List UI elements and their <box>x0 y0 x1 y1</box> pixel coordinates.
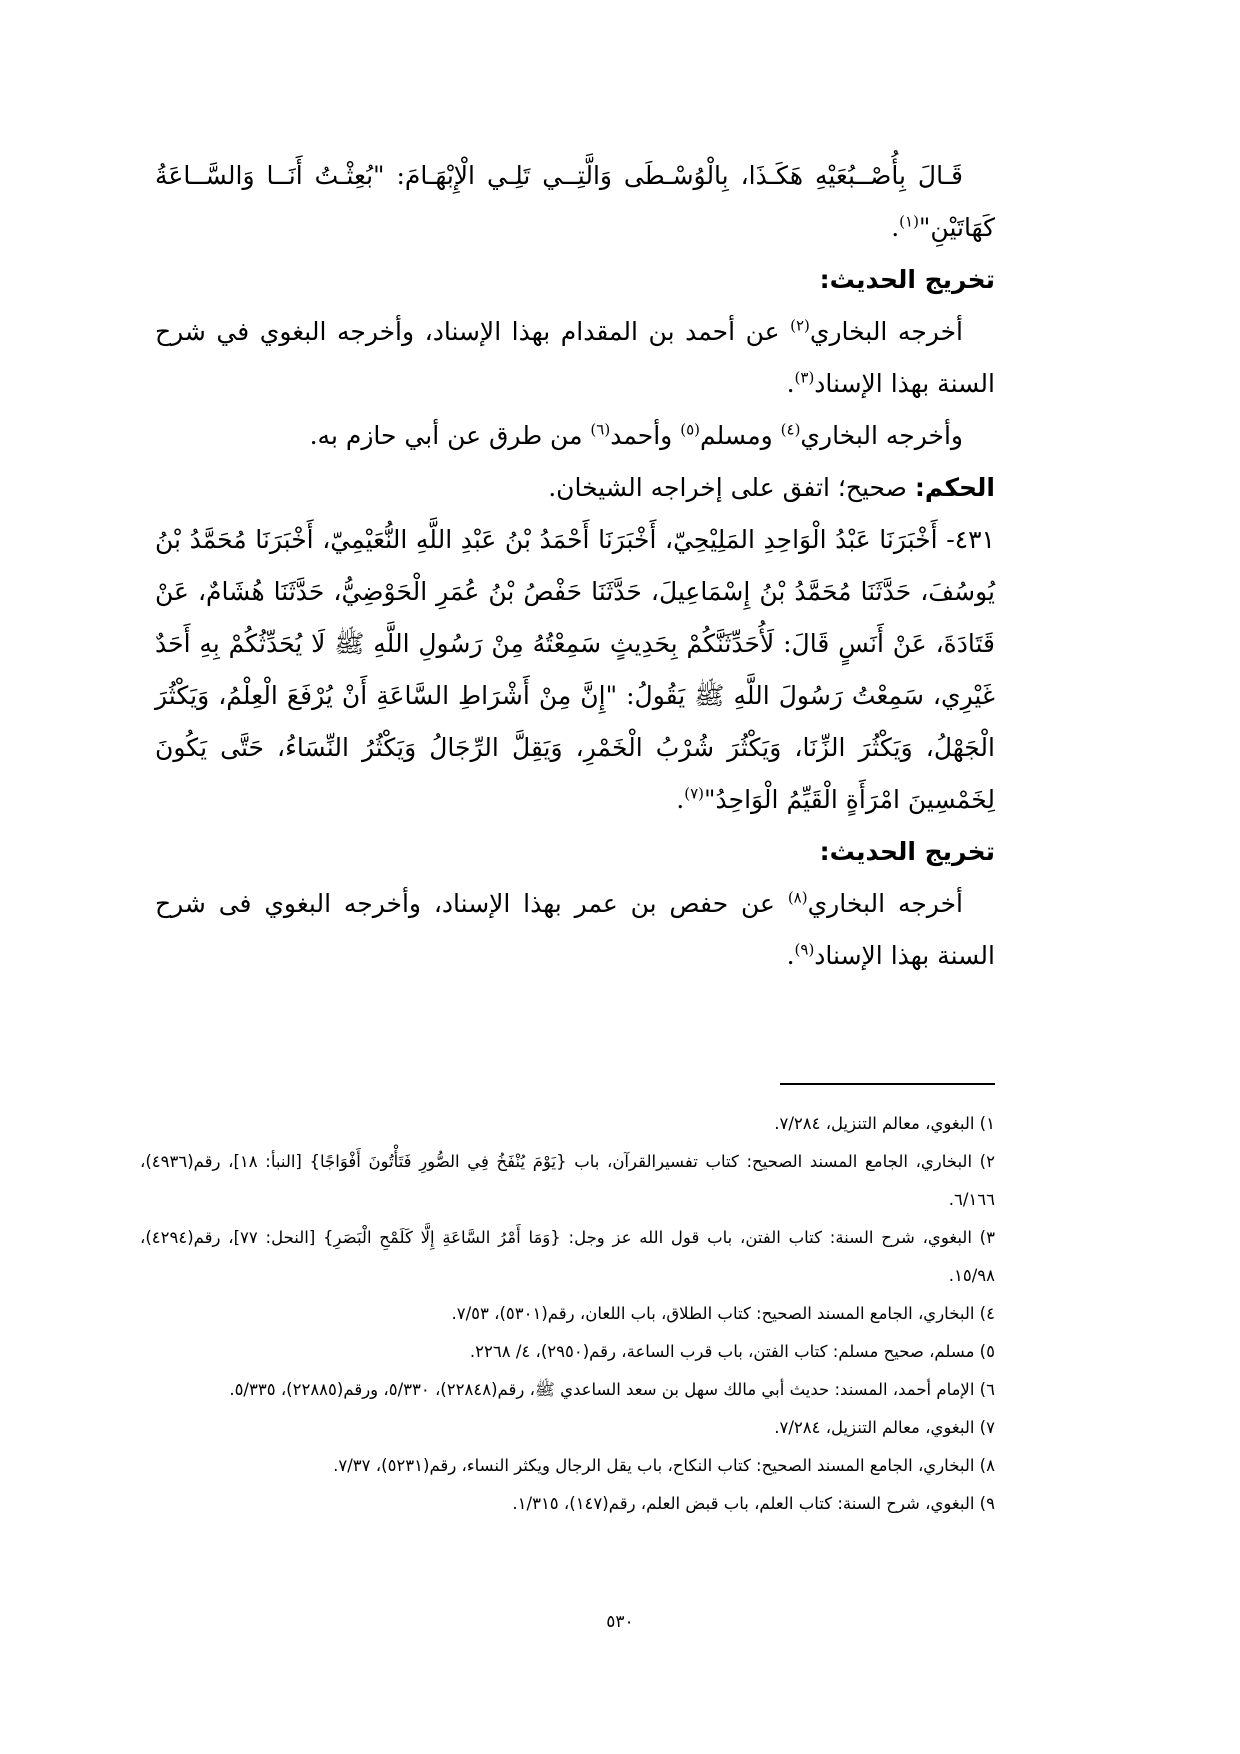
footnote-ref[interactable]: (٤) <box>780 420 801 439</box>
footnote-ref[interactable]: (٨) <box>787 888 808 907</box>
footnote-item: ١) البغوي، معالم التنزيل، ٧/٢٨٤. <box>774 1114 995 1133</box>
footnote-ref[interactable]: (٧) <box>684 784 704 803</box>
section-heading-takhrij: تخريج الحديث: <box>819 265 995 294</box>
footnote-item: ٥) مسلم، صحيح مسلم: كتاب الفتن، باب قرب الساعة، رقم(٢٩٥٠)، ٤/ ٢٢٦٨. <box>469 1342 995 1361</box>
hukm-paragraph <box>155 462 995 514</box>
footnote-item: ٤) البخاري، الجامع المسند الصحيح: كتاب الطلاق، باب اللعان، رقم(٥٣٠١)، ٧/٥٣. <box>451 1304 995 1323</box>
main-text <box>155 150 995 982</box>
footnote-ref[interactable]: (٢) <box>790 316 810 335</box>
takhrij-paragraph-3: أخرجه البخاري$^{(٨)}$ عن حفص بن عمر بهذا الإسناد، وأخرجه البغوي فى شرح السنة بهذا الإسناد$^{(٩)}$. <box>155 888 995 970</box>
footnote-ref[interactable]: (٩) <box>794 940 815 959</box>
footnote-ref[interactable]: (٦) <box>590 420 611 439</box>
hukm-label: الحكم: <box>914 473 995 502</box>
footnote-ref[interactable]: (١) <box>899 212 919 231</box>
takhrij-paragraph-1: أخرجه البخاري$^{(٢)}$ عن أحمد بن المقدام بهذا الإسناد، وأخرجه البغوي في شرح السنة بهذا الإسناد$^{(٣)}$. <box>155 316 995 398</box>
footnote-ref[interactable]: (٣) <box>794 368 815 387</box>
footnote-separator <box>780 1083 995 1085</box>
footnote-item: ٢) البخاري، الجامع المسند الصحيح: كتاب تفسيرالقرآن، باب {يَوْمَ يُنْفَخُ فِي الصُّورِ فَتَأْتُونَ أَفْوَاجًا} [النبأ: ١٨]، رقم(٤٩٣٦)، ٦/١٦٦. <box>140 1152 995 1209</box>
footnote-item: ٨) البخاري، الجامع المسند الصحيح: كتاب النكاح، باب يقل الرجال ويكثر النساء، رقم(٥٢٣١)، ٧/٣٧. <box>333 1456 995 1475</box>
footnotes <box>140 1105 995 1523</box>
footnote-item: ٦) الإمام أحمد، المسند: حديث أبي مالك سهل بن سعد الساعدي ﷺ، رقم(٢٢٨٤٨)، ٥/٣٣٠، ورقم(٢٢٨٨٥)، ٥/٣٣٥. <box>229 1380 995 1399</box>
footnote-ref[interactable]: (٥) <box>680 420 700 439</box>
hadith-number: ٤٣١- <box>946 525 995 554</box>
footnote-item: ٣) البغوي، شرح السنة: كتاب الفتن، باب قول الله عز وجل: {وَمَا أَمْرُ السَّاعَةِ إِلَّا كَلَمْحِ الْبَصَرِ} [النحل: ٧٧]، رقم(٤٢٩٤)، ١٥/٩٨. <box>140 1228 995 1285</box>
hadith-431-paragraph: ٤٣١- أَخْبَرَنَا عَبْدُ الْوَاحِدِ المَلِيْحِيّ، أَخْبَرَنَا أَحْمَدُ بْنُ عَبْدِ اللَّهِ النُّعَيْمِيّ، أَخْبَرَنَا مُحَمَّدُ بْنُ يُوسُفَ، حَدَّثَنَا مُحَمَّدُ بْنُ إِسْمَاعِيلَ، حَدَّثَنَا حَفْصُ بْنُ عُمَرِ الْحَوْضِيُّ، حَدَّثَنَا هُشَامٌ، عَنْ قَتَادَةَ، عَنْ أَنَسٍ قَالَ: لَأُحَدِّثَنَّكُمْ بِحَدِيثٍ سَمِعْتُهُ مِنْ رَسُولِ اللَّهِ ﷺ لَا يُحَدِّثُكُمْ بِهِ أَحَدٌ غَيْرِي، سَمِعْتُ رَسُولَ اللَّهِ ﷺ يَقُولُ: "إِنَّ مِنْ أَشْرَاطِ السَّاعَةِ أَنْ يُرْفَعَ الْعِلْمُ، وَيَكْثُرَ الْجَهْلُ، وَيَكْثُرَ الزِّنَا، وَيَكْثُرَ شُرْبُ الْخَمْرِ، وَيَقِلَّ الرِّجَالُ وَيَكْثُرُ النِّسَاءُ، حَتَّى يَكُونَ لِخَمْسِينَ امْرَأَةٍ الْقَيِّمُ الْوَاحِدُ"$^{(٧)}$. <box>155 525 995 814</box>
footnote-item: ٩) البغوي، شرح السنة: كتاب العلم، باب قبض العلم، رقم(١٤٧)، ١/٣١٥. <box>512 1494 995 1513</box>
takhrij-paragraph-2: وأخرجه البخاري$^{(٤)}$ ومسلم$^{(٥)}$ وأحمد$^{(٦)}$ من طرق عن أبي حازم به. <box>309 420 963 450</box>
section-heading-takhrij: تخريج الحديث: <box>819 837 995 866</box>
hadith-ending-paragraph: قَـالَ بِأُصْــبُعَيْهِ هَكَـذَا، بِالْوُسْـطَى وَالَّتِــي تَلِـي الْإِبْهَـامَ: "بُعِثْـتُ أَنَــا وَالسَّــاعَةُ كَهَاتَيْنِ"$^{(١)}$. <box>155 161 995 242</box>
page-number: ٥٣٠ <box>606 1612 634 1632</box>
hukm-text: صحيح؛ اتفق على إخراجه الشيخان. <box>548 473 907 502</box>
hadith-text: أَخْبَرَنَا عَبْدُ الْوَاحِدِ المَلِيْحِيّ، أَخْبَرَنَا أَحْمَدُ بْنُ عَبْدِ اللَّهِ النُّعَيْمِيّ، أَخْبَرَنَا مُحَمَّدُ بْنُ يُوسُفَ، حَدَّثَنَا مُحَمَّدُ بْنُ إِسْمَاعِيلَ، حَدَّثَنَا حَفْصُ بْنُ عُمَرِ الْحَوْضِيُّ، حَدَّثَنَا هُشَامٌ، عَنْ قَتَادَةَ، عَنْ أَنَسٍ قَالَ: لَأُحَدِّثَنَّكُمْ بِحَدِيثٍ سَمِعْتُهُ مِنْ رَسُولِ اللَّهِ ﷺ لَا يُحَدِّثُكُمْ بِهِ أَحَدٌ غَيْرِي، سَمِعْتُ رَسُولَ اللَّهِ ﷺ يَقُولُ: "إِنَّ مِنْ أَشْرَاطِ السَّاعَةِ أَنْ يُرْفَعَ الْعِلْمُ، وَيَكْثُرَ الْجَهْلُ، وَيَكْثُرَ الزِّنَا، وَيَكْثُرَ شُرْبُ الْخَمْرِ، وَيَقِلَّ الرِّجَالُ وَيَكْثُرُ النِّسَاءُ، حَتَّى يَكُونَ لِخَمْسِينَ امْرَأَةٍ الْقَيِّمُ الْوَاحِدُ" <box>155 525 995 814</box>
footnote-item: ٧) البغوي، معالم التنزيل، ٧/٢٨٤. <box>774 1418 995 1437</box>
